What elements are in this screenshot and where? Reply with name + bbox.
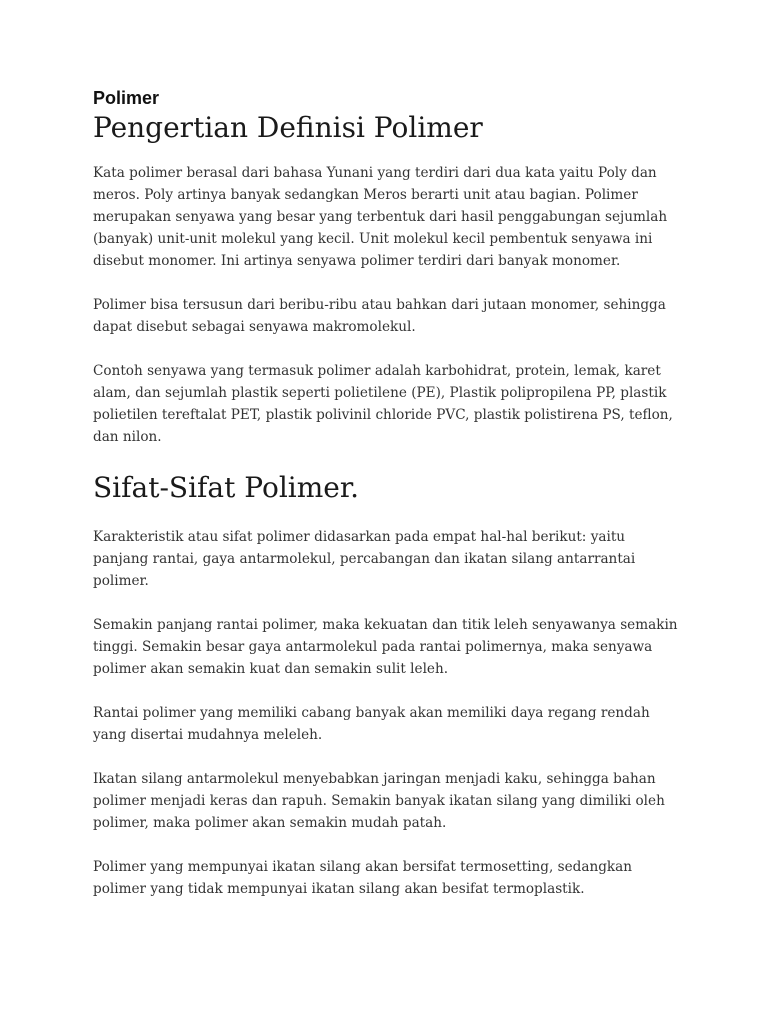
document-label: Polimer — [93, 88, 160, 108]
section-properties — [93, 470, 683, 900]
paragraph: Contoh senyawa yang termasuk polimer adalah karbohidrat, protein, lemak, karet alam, dan sejumlah plastik seperti polietilene (PE), Plastik polipropilena PP, plastik polietilen tereftalat PET, plastik polivinil chloride PVC, plastik polistirena PS, teflon, dan nilon. — [93, 363, 673, 445]
paragraph: Polimer yang mempunyai ikatan silang akan bersifat termosetting, sedangkan polimer yang tidak mempunyai ikatan silang akan besifat termoplastik. — [93, 859, 633, 897]
section-definition — [93, 110, 683, 448]
section-heading-definition: Pengertian Definisi Polimer — [93, 111, 483, 144]
paragraph: Polimer bisa tersusun dari beribu-ribu atau bahkan dari jutaan monomer, sehingga dapat disebut sebagai senyawa makromolekul. — [93, 297, 666, 335]
paragraph: Kata polimer berasal dari bahasa Yunani yang terdiri dari dua kata yaitu Poly dan meros. Poly artinya banyak sedangkan Meros berarti unit atau bagian. Polimer merupakan senyawa yang besar yang terbentuk dari hasil penggabungan sejumlah (banyak) unit-unit molekul yang kecil. Unit molekul kecil pembentuk senyawa ini disebut monomer. Ini artinya senyawa polimer terdiri dari banyak monomer. — [93, 165, 668, 269]
paragraph: Ikatan silang antarmolekul menyebabkan jaringan menjadi kaku, sehingga bahan polimer menjadi keras dan rapuh. Semakin banyak ikatan silang yang dimiliki oleh polimer, maka polimer akan semakin mudah patah. — [93, 771, 665, 831]
paragraph: Semakin panjang rantai polimer, maka kekuatan dan titik leleh senyawanya semakin tinggi. Semakin besar gaya antarmolekul pada rantai polimernya, maka senyawa polimer akan semakin kuat dan semakin sulit leleh. — [93, 617, 678, 677]
paragraph: Rantai polimer yang memiliki cabang banyak akan memiliki daya regang rendah yang disertai mudahnya meleleh. — [93, 705, 650, 743]
paragraph: Karakteristik atau sifat polimer didasarkan pada empat hal-hal berikut: yaitu panjang rantai, gaya antarmolekul, percabangan dan ikatan silang antarrantai polimer. — [93, 529, 636, 589]
section-heading-properties: Sifat-Sifat Polimer. — [93, 471, 360, 504]
document-page — [93, 86, 683, 922]
